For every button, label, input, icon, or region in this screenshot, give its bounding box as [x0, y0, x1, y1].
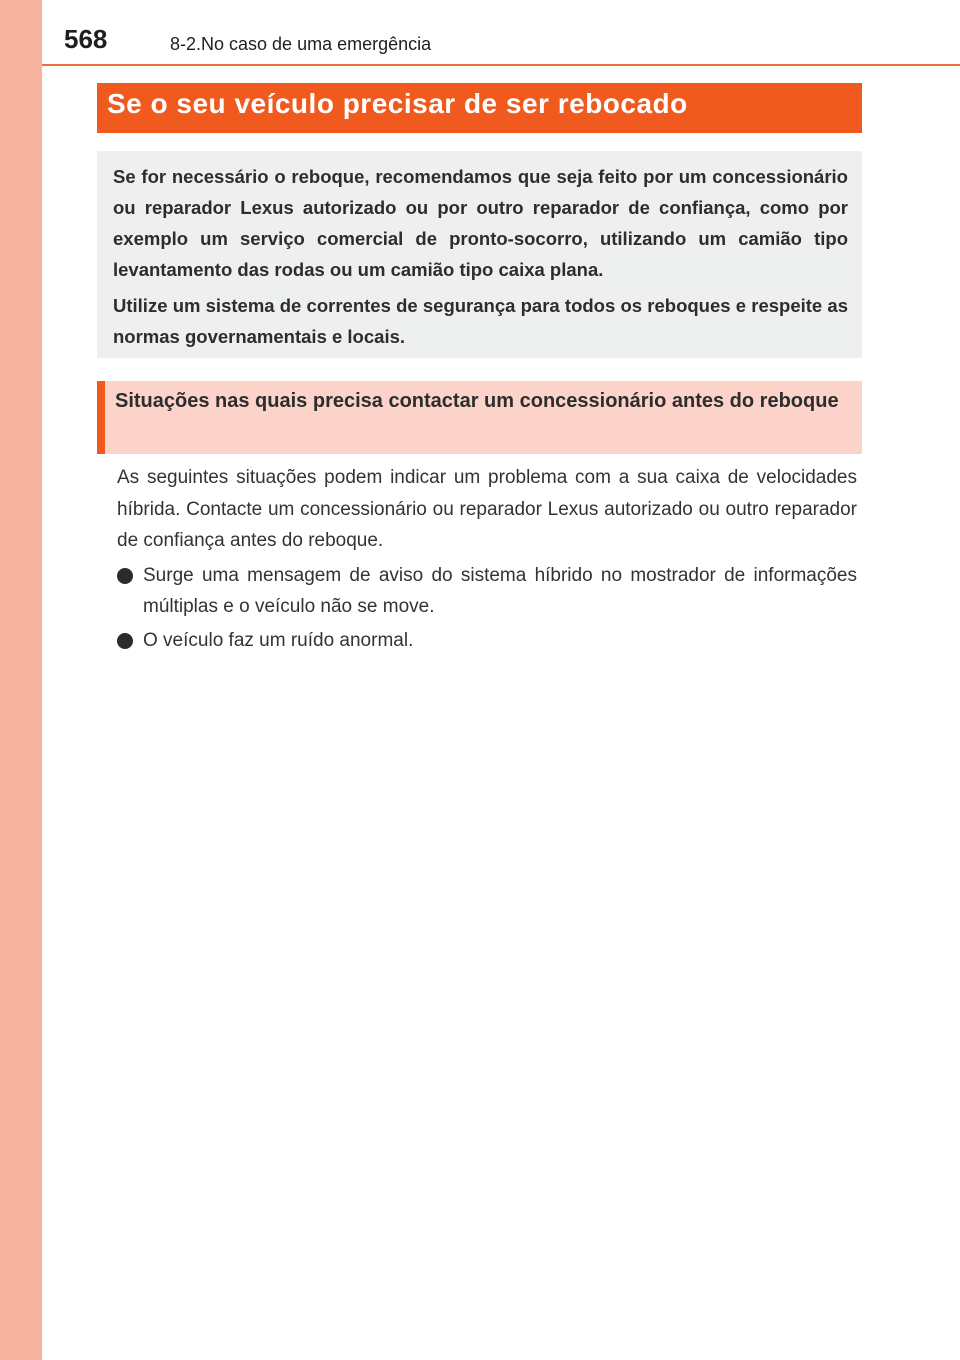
body-paragraph: As seguintes situações podem indicar um problema com a sua caixa de velocidades híbrida. Contacte um concessionário ou reparador Lexus autorizado ou outro reparador de confiança antes do reboque.	[117, 467, 857, 551]
bullet-text: O veículo faz um ruído anormal.	[143, 629, 414, 651]
section-title: Se o seu veículo precisar de ser rebocado	[107, 88, 688, 119]
bullet-text: Surge uma mensagem de aviso do sistema híbrido no mostrador de informações múltiplas e o veículo não se move.	[143, 564, 857, 617]
list-item	[117, 625, 857, 657]
bullet-icon	[117, 568, 133, 584]
intro-box	[97, 151, 862, 358]
intro-paragraph-1: Se for necessário o reboque, recomendamos que seja feito por um concessionário ou reparador Lexus autorizado ou por outro reparador de confiança, como por exemplo um serviço comercial de pronto-socorro, utilizando um camião tipo levantamento das rodas ou um camião tipo caixa plana.	[113, 166, 848, 280]
bullet-icon	[117, 633, 133, 649]
side-strip	[0, 0, 42, 1360]
bullet-list	[117, 560, 857, 657]
section-title-bar	[97, 83, 862, 133]
list-item	[117, 560, 857, 623]
page-header	[64, 22, 944, 62]
subsection-heading: Situações nas quais precisa contactar um concessionário antes do reboque	[97, 381, 862, 454]
header-rule	[42, 64, 960, 66]
subsection-body	[117, 462, 857, 656]
chapter-title: 8-2.No caso de uma emergência	[170, 34, 432, 54]
page-number: 568	[64, 24, 108, 54]
intro-paragraph-2: Utilize um sistema de correntes de segurança para todos os reboques e respeite as normas governamentais e locais.	[113, 295, 848, 347]
